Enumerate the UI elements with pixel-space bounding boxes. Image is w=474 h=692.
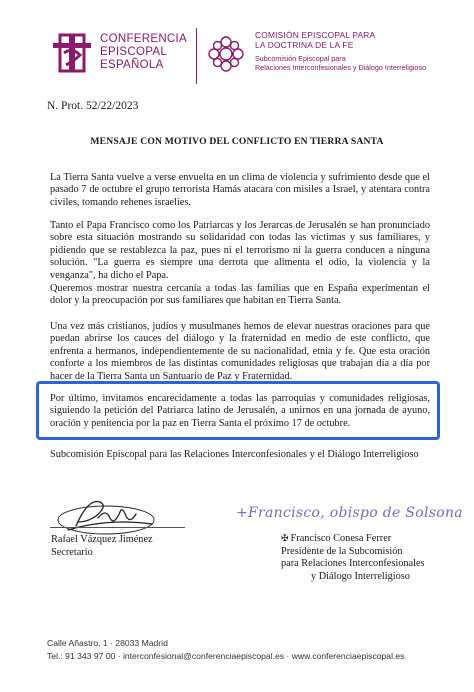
commission-name: COMISIÓN EPISCOPAL PARA LA DOCTRINA DE LA FE Subcomisión Episcopal para Relaciones Interconfesionales y Diálogo Interreligioso (255, 30, 426, 72)
signer-right-role: para Relaciones Interconfesionales (281, 558, 425, 570)
paragraph: Una vez más cristianos, judíos y musulmanes hemos de elevar nuestras oraciones para que puedan abrirse los cauces del diálogo y la fraternidad en medio de este conflicto, que enfrenta a hermanos, independientemente de su nacionalidad, etnia y fe. Que esta oración conforte a los miembros de las distintas comunidades religiosas que trabajan día a día por hacer de la Tierra Santa un Santuario de Paz y Fraternidad. (50, 321, 430, 382)
cee-name: CONFERENCIA EPISCOPAL ESPAÑOLA (100, 33, 188, 71)
signer-left-role: Secretario (51, 546, 93, 558)
signer-right-role: y Diálogo Interreligioso (311, 570, 410, 582)
signature-line-left (50, 527, 185, 528)
handwritten-signature-right: +Francisco, obispo de Solsona (236, 505, 463, 521)
paragraph: Tanto el Papa Francisco como los Patriarcas y los Jerarcas de Jerusalén se han pronunciado sobre esta situación mostrando su solidaridad con todas las víctimas y sus familiares, y pidiendo que se restablezca la paz, pues ni el terrorismo ni la guerra conducen a ninguna solución. "La guerra es siempre una derrota que alimenta el odio, la violencia y la venganza", ha dicho el Papa. (50, 220, 430, 281)
document-title: MENSAJE CON MOTIVO DEL CONFLICTO EN TIERRA SANTA (90, 136, 384, 147)
signer-right-name: Francisco Conesa Ferrer (290, 533, 392, 544)
subcommission-signature: Subcomisión Episcopal para las Relaciones Interconfesionales y el Diálogo Interreligioso (50, 449, 419, 460)
footer-address: Calle Añastro, 1 · 28033 Madrid (47, 638, 168, 648)
paragraph: La Tierra Santa vuelve a verse envuelta en un clima de violencia y sufrimiento desde que el pasado 7 de octubre el grupo terrorista Hamás atacara con misiles a Israel, y atentara contra civiles, tomando rehenes israelíes. (50, 172, 430, 208)
paragraph: Queremos mostrar nuestra cercanía a todas las familias que en España experimentan el dolor y la preocupación por sus familiares que habitan en Tierra Santa. (50, 283, 430, 307)
footer (47, 637, 404, 663)
cee-logo-icon (50, 31, 94, 75)
protocol-number: N. Prot. 52/22/2023 (47, 100, 139, 112)
header-divider (196, 28, 197, 84)
signer-right (281, 532, 433, 583)
signer-left (51, 534, 153, 559)
footer-contact: Tel.: 91 343 97 00 · interconfesional@conferenciaepiscopal.es · www.conferenciaepiscopal.es (47, 651, 405, 661)
signer-right-role: Presidente de la Subcomisión (281, 545, 403, 557)
commission-logo-icon (206, 34, 246, 74)
signer-left-name: Rafael Vázquez Jiménez (51, 534, 153, 545)
handwritten-signature-left-icon (48, 488, 158, 540)
highlighted-paragraph: Por último, invitamos encarecidamente a todas las parroquias y comunidades religiosas, siguiendo la petición del Patriarca latino de Jerusalén, a unirnos en una jornada de ayuno, oración y penitencia por la paz en Tierra Santa el próximo 17 de octubre. (50, 393, 430, 429)
cross-icon: ✠ (281, 533, 289, 543)
